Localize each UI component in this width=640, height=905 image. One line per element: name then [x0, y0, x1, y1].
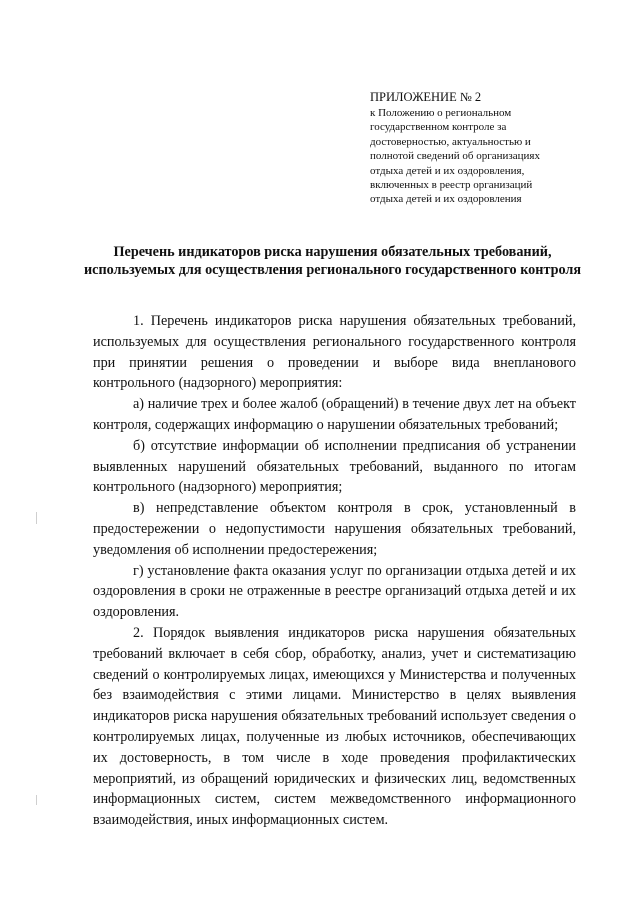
appendix-line: к Положению о региональном [370, 107, 512, 119]
paragraph-item-1b: б) отсутствие информации об исполнении предписания об устранении выявленных нарушений обязательных требований, выданного по итогам контрольного (надзорного) мероприятия; [93, 437, 576, 496]
appendix-line: достоверностью, актуальностью и [370, 135, 531, 148]
appendix-line: включенных в реестр организаций [370, 179, 533, 192]
document-title: Перечень индикаторов риска нарушения обязательных требований, используемых для осуществления регионального государственного контроля [83, 244, 582, 278]
appendix-line: полнотой сведений об организациях [370, 150, 540, 163]
appendix-line: государственном контроле за [370, 121, 507, 134]
appendix-line: отдыха детей и их оздоровления, [370, 164, 525, 177]
scan-mark [36, 795, 37, 805]
paragraph-item-2: 2. Порядок выявления индикаторов риска нарушения обязательных требований включает в себя сбор, обработку, анализ, учет и систематизацию сведений о контролируемых лицах, имеющихся у Министерства и полученных без взаимодействия с этими лицами. Министерство в целях выявления индикаторов риска нарушения обязательных требований использует сведения о контролируемых лицах, полученные из любых источников, обеспечивающих их достоверность, в том числе в ходе проведения профилактических мероприятий, из обращений юридических и физических лиц, ведомственных информационных систем, систем межведомственного информационного взаимодействия, иных информационных систем. [93, 624, 576, 829]
appendix-block [370, 90, 590, 207]
document-body [93, 311, 576, 831]
paragraph-item-1d: г) установление факта оказания услуг по организации отдыха детей и их оздоровления в сроки не отраженные в реестре организаций отдыха детей и их оздоровления. [93, 562, 576, 621]
paragraph-item-1: 1. Перечень индикаторов риска нарушения обязательных требований, используемых для осуществления регионального государственного контроля при принятии решения о проведении и выборе вида внепланового контрольного (надзорного) мероприятия: [93, 313, 576, 392]
paragraph-item-1c: в) непредставление объектом контроля в срок, установленный в предостережении о недопустимости нарушения обязательных требований, уведомления об исполнении предостережения; [93, 500, 576, 558]
paragraph-item-1a: а) наличие трех и более жалоб (обращений) в течение двух лет на объект контроля, содержащих информацию о нарушении обязательных требований; [93, 396, 576, 433]
appendix-title: ПРИЛОЖЕНИЕ № 2 [370, 90, 482, 104]
scan-mark [36, 512, 37, 524]
appendix-line: отдыха детей и их оздоровления [370, 193, 522, 206]
